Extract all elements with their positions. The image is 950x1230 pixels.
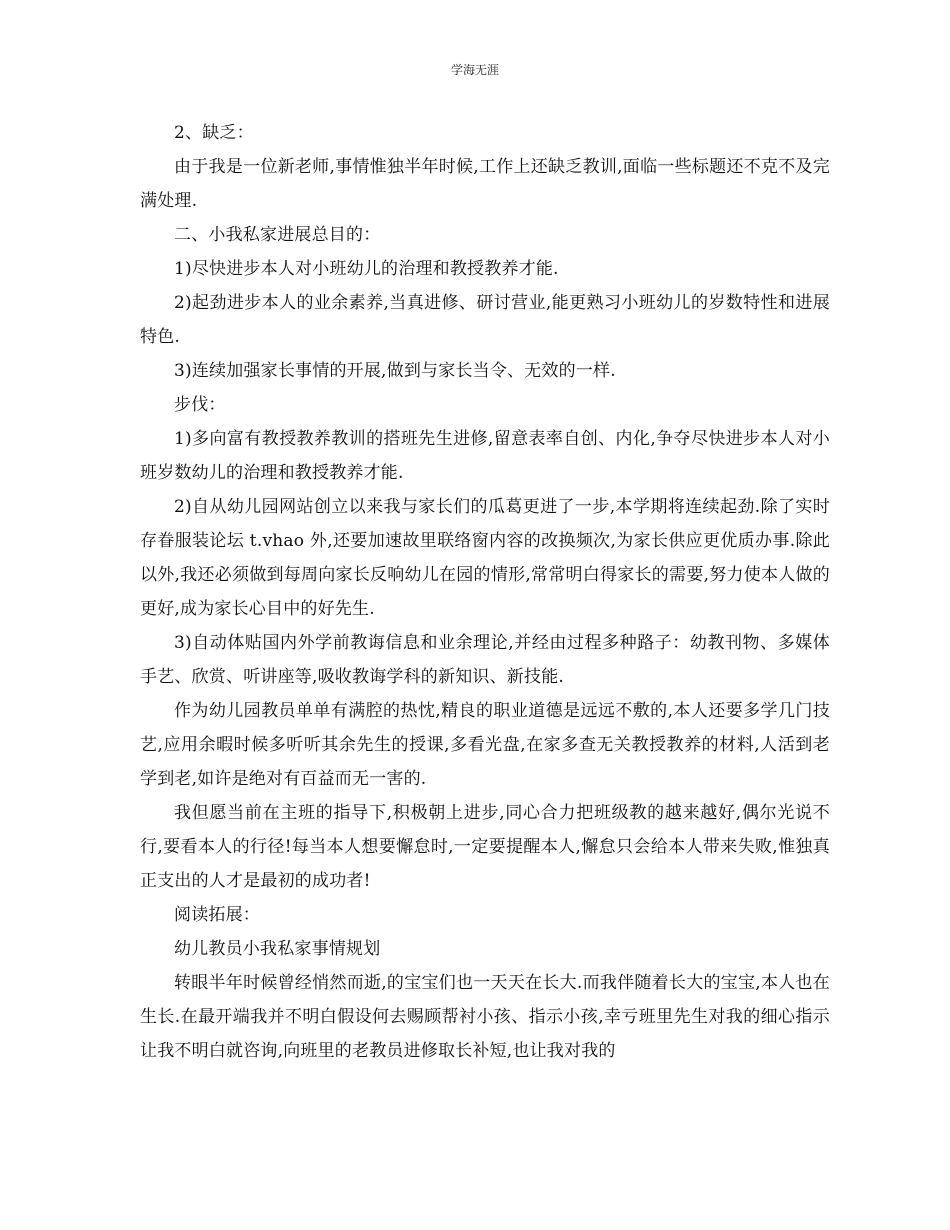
paragraph: 1)多向富有教授教养教训的搭班先生进修,留意表率自创、内化,争夺尽快进步本人对小班岁数幼儿的治理和教授教养才能. <box>140 429 830 483</box>
paragraph: 作为幼儿园教员单单有满腔的热忱,精良的职业道德是远远不敷的,本人还要多学几门技艺,应用余暇时候多听听其余先生的授课,多看光盘,在家多查无关教授教养的材料,人活到老学到老,如许是绝对有百益而无一害的. <box>140 701 830 789</box>
page-header: 学海无涯 <box>450 63 499 77</box>
paragraph: 3)连续加强家长事情的开展,做到与家长当令、无效的一样. <box>174 361 616 381</box>
paragraph-section-heading: 步伐： <box>174 395 226 415</box>
paragraph: 2)自从幼儿园网站创立以来我与家长们的瓜葛更进了一步,本学期将连续起劲.除了实时存眷服装论坛 t.vhao 外,还要加速故里联络窗内容的改换频次,为家长供应更优质办事.除此以外,我还必须做到每周向家长反响幼儿在园的情形,常常明白得家长的需要,努力使本人做的更好,成为家长心目中的好先生. <box>140 497 830 619</box>
paragraph: 1)尽快进步本人对小班幼儿的治理和教授教养才能. <box>174 259 559 279</box>
paragraph-section-heading: 阅读拓展： <box>174 905 260 925</box>
paragraph: 3)自动体贴国内外学前教诲信息和业余理论,并经由过程多种路子：幼教刊物、多媒体手艺、欣赏、听讲座等,吸收教诲学科的新知识、新技能. <box>140 633 830 687</box>
paragraph-section-heading: 二、小我私家进展总目的： <box>174 225 381 245</box>
paragraph-subtitle: 幼儿教员小我私家事情规划 <box>174 939 381 959</box>
paragraph: 2)起劲进步本人的业余素养,当真进修、研讨营业,能更熟习小班幼儿的岁数特性和进展特色. <box>140 293 830 347</box>
paragraph: 我但愿当前在主班的指导下,积极朝上进步,同心合力把班级教的越来越好,偶尔光说不行,要看本人的行径!每当本人想要懈怠时,一定要提醒本人,懈怠只会给本人带来失败,惟独真正支出的人才是最初的成功者! <box>140 803 830 891</box>
document-body <box>140 116 830 1068</box>
paragraph-section-heading: 2、缺乏： <box>174 123 254 143</box>
paragraph: 由于我是一位新老师,事情惟独半年时候,工作上还缺乏教训,面临一些标题还不克不及完满处理. <box>140 157 830 211</box>
paragraph: 转眼半年时候曾经悄然而逝,的宝宝们也一天天在长大.而我伴随着长大的宝宝,本人也在生长.在最开端我并不明白假设何去赐顾帮衬小孩、指示小孩,幸亏班里先生对我的细心指示让我不明白就咨询,向班里的老教员进修取长补短,也让我对我的 <box>140 973 830 1061</box>
